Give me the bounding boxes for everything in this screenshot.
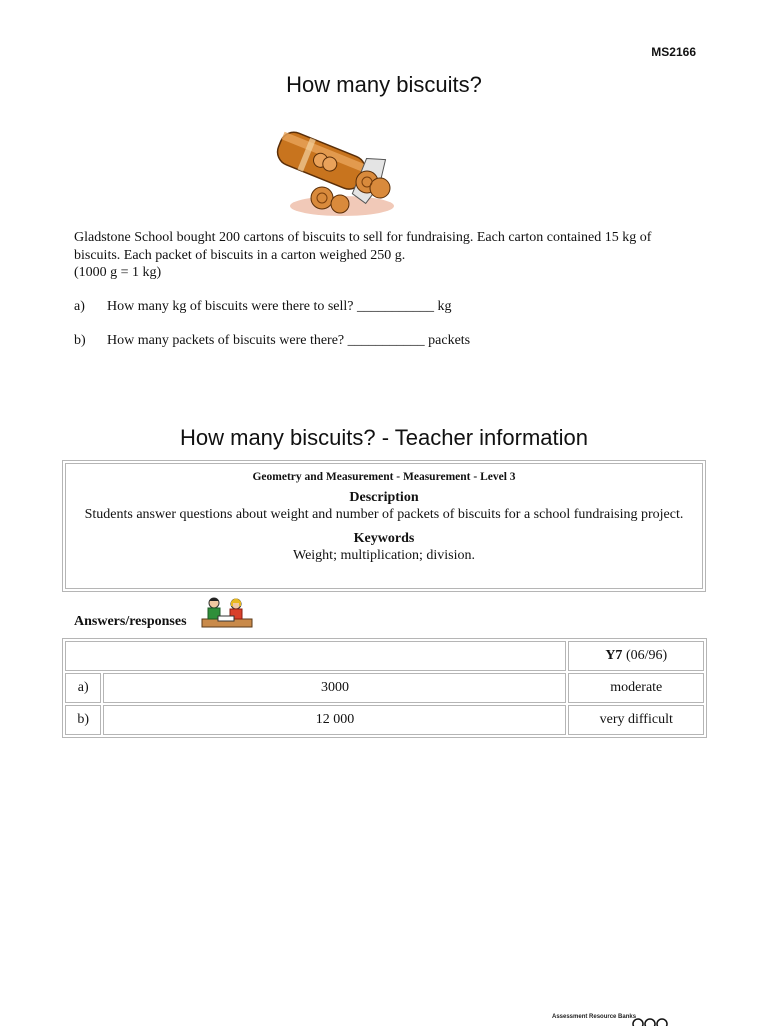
- question-label: b): [74, 333, 86, 348]
- difficulty-cell: moderate: [568, 673, 704, 703]
- keywords-text: Weight; multiplication; division.: [292, 547, 476, 563]
- resource-code: MS2166: [651, 45, 696, 59]
- description-text: Students answer questions about weight and number of packets of biscuits for a school fundraising project.: [84, 507, 684, 522]
- keywords-heading: Keywords: [353, 530, 415, 546]
- teacher-info-title: How many biscuits? - Teacher information: [180, 425, 588, 450]
- problem-text: [74, 229, 694, 282]
- description-heading: Description: [349, 490, 419, 505]
- arb-logo-icon: [632, 1016, 692, 1026]
- question-a: [74, 299, 452, 315]
- year-label: Y7: [605, 648, 623, 663]
- students-reading-icon: [200, 597, 254, 631]
- answer-cell: 3000: [103, 673, 566, 703]
- footer-text: Assessment Resource Banks: [552, 1014, 637, 1020]
- question-text: How many kg of biscuits were there to sell? ___________ kg: [107, 299, 452, 314]
- page-title: How many biscuits?: [286, 72, 482, 97]
- table-row: [65, 673, 704, 703]
- problem-intro: Gladstone School bought 200 cartons of biscuits to sell for fundraising. Each carton contained 15 kg of biscuits. Each packet of biscuits in a carton weighed 250 g.: [74, 230, 652, 263]
- question-text: How many packets of biscuits were there? ___________ packets: [107, 333, 471, 348]
- table-header-row: [65, 641, 704, 671]
- biscuit-packet-icon: [262, 122, 402, 222]
- year-date: (06/96): [625, 648, 668, 663]
- answer-cell: 12 000: [103, 705, 566, 735]
- conversion-note: (1000 g = 1 kg): [74, 265, 162, 280]
- question-b: [74, 333, 470, 349]
- answers-heading: Answers/responses: [74, 614, 187, 629]
- row-label: a): [65, 673, 101, 703]
- row-label: b): [65, 705, 101, 735]
- answers-table: [62, 638, 707, 738]
- difficulty-cell: very difficult: [568, 705, 704, 735]
- strand-label: Geometry and Measurement - Measurement - Level 3: [252, 471, 516, 483]
- teacher-info-box: [62, 460, 706, 592]
- header-blank-cell: [65, 641, 566, 671]
- table-row: [65, 705, 704, 735]
- question-label: a): [74, 299, 85, 314]
- year-header-cell: [568, 641, 704, 671]
